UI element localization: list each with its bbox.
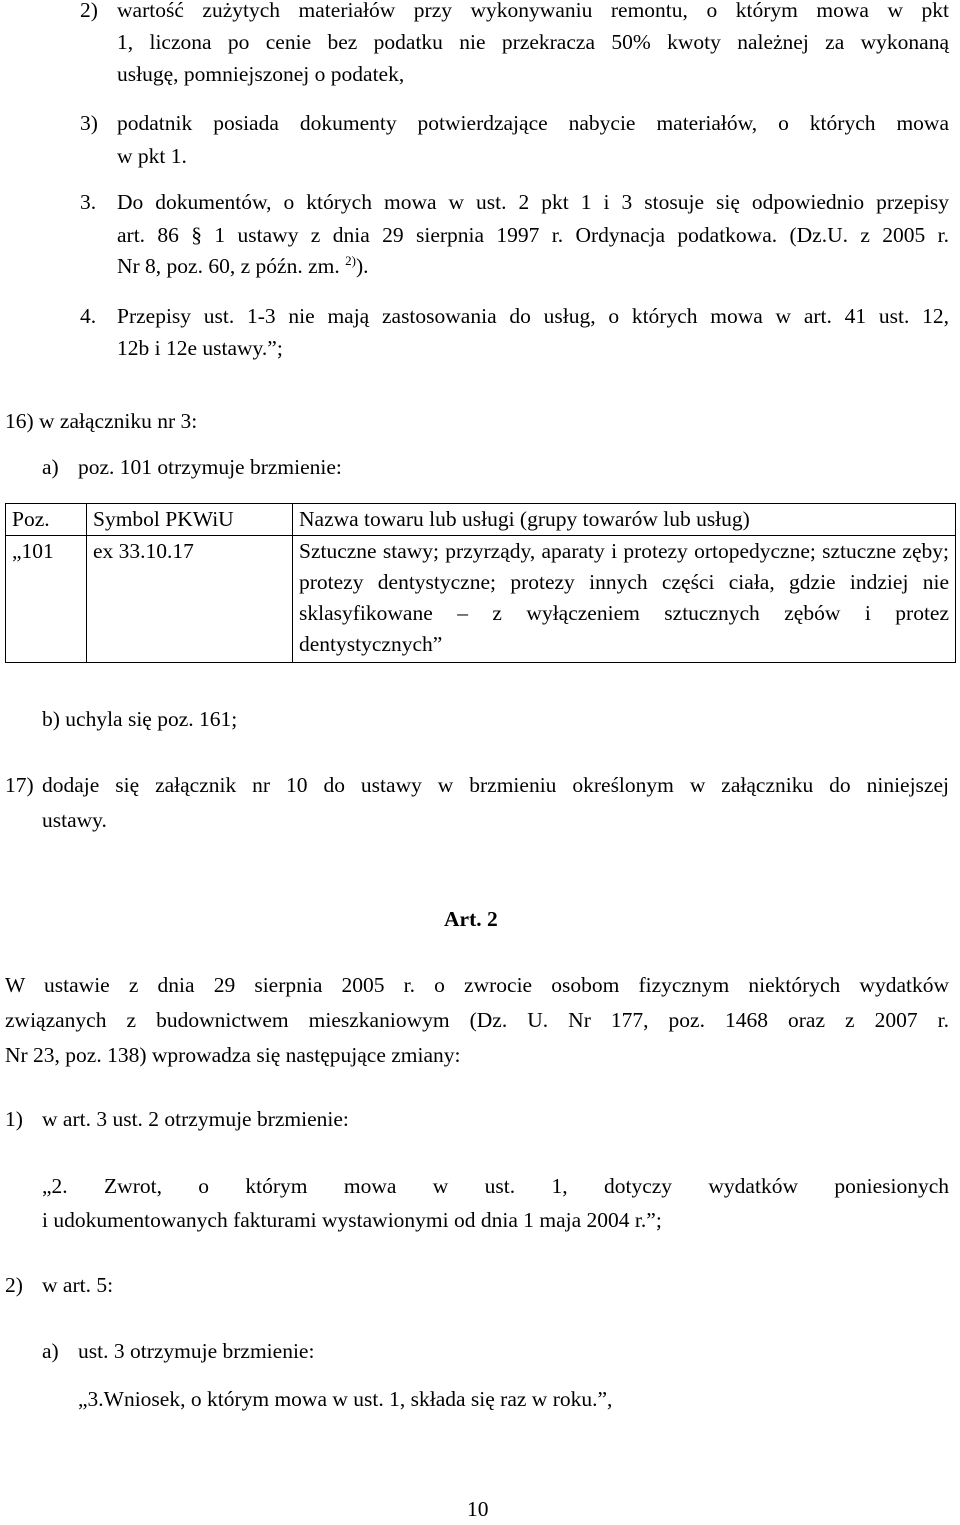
point-17-line-2: ustawy. [42, 808, 107, 832]
para-4-number: 4. [80, 304, 97, 328]
change-2a-number: a) [42, 1339, 59, 1363]
cell-name: Sztuczne stawy; przyrządy, aparaty i protezy ortopedyczne; sztuczne zęby; protezy dentystyczne; protezy innych części ciała, gdzie indziej nie sklasyfikowane – z wyłączeniem sztucznych zębów i protez dentystycznych” [293, 536, 956, 663]
item-2-number: 2) [80, 0, 98, 22]
point-16a-text: poz. 101 otrzymuje brzmienie: [78, 455, 342, 479]
table-row [6, 536, 956, 663]
item-2-line-1: wartość zużytych materiałów przy wykonywaniu remontu, o którym mowa w pkt [117, 0, 949, 22]
para-4-line-1: Przepisy ust. 1-3 nie mają zastosowania do usług, o których mowa w art. 41 ust. 12, [117, 304, 949, 328]
item-3-line-2: w pkt 1. [117, 144, 187, 168]
change-2a-quote: „3.Wniosek, o którym mowa w ust. 1, składa się raz w roku.”, [78, 1387, 613, 1411]
table-header-row [6, 504, 956, 536]
point-16a-number: a) [42, 455, 59, 479]
change-1-quote-line-2: i udokumentowanych fakturami wystawionymi od dnia 1 maja 2004 r.”; [42, 1208, 662, 1232]
change-1-text: w art. 3 ust. 2 otrzymuje brzmienie: [42, 1107, 349, 1131]
change-1-quote-line-1: „2. Zwrot, o którym mowa w ust. 1, dotyczy wydatków poniesionych [42, 1174, 949, 1198]
header-symbol: Symbol PKWiU [87, 504, 293, 536]
article-2-line-1: W ustawie z dnia 29 sierpnia 2005 r. o zwrocie osobom fizycznym niektórych wydatków [5, 973, 949, 997]
goods-table [5, 503, 956, 663]
para-3-line-2: art. 86 § 1 ustawy z dnia 29 sierpnia 1997 r. Ordynacja podatkowa. (Dz.U. z 2005 r. [117, 223, 949, 247]
cell-poz: „101 [6, 536, 87, 663]
point-17-line-1: dodaje się załącznik nr 10 do ustawy w brzmieniu określonym w załączniku do niniejszej [42, 773, 949, 797]
item-2-line-3: usługę, pomniejszonej o podatek, [117, 62, 405, 86]
article-2-line-2: związanych z budownictwem mieszkaniowym (Dz. U. Nr 177, poz. 1468 oraz z 2007 r. [5, 1008, 949, 1032]
para-3-line-3 [117, 250, 368, 282]
point-16: 16) w załączniku nr 3: [5, 409, 198, 433]
change-1-number: 1) [5, 1107, 23, 1131]
header-name: Nazwa towaru lub usługi (grupy towarów lub usług) [293, 504, 956, 536]
para-3-line-3-end: ). [355, 254, 369, 278]
cell-symbol: ex 33.10.17 [87, 536, 293, 663]
article-2-line-3: Nr 23, poz. 138) wprowadza się następujące zmiany: [5, 1043, 461, 1067]
change-2a-text: ust. 3 otrzymuje brzmienie: [78, 1339, 315, 1363]
para-4-line-2: 12b i 12e ustawy.”; [117, 336, 283, 360]
point-17-number: 17) [5, 773, 34, 797]
para-3-line-1: Do dokumentów, o których mowa w ust. 2 pkt 1 i 3 stosuje się odpowiednio przepisy [117, 190, 949, 214]
change-2-text: w art. 5: [42, 1273, 114, 1297]
header-poz: Poz. [6, 504, 87, 536]
item-2-line-2: 1, liczona po cenie bez podatku nie przekracza 50% kwoty należnej za wykonaną [117, 30, 949, 54]
para-3-line-3-text: Nr 8, poz. 60, z późn. zm. [117, 254, 340, 278]
page-number: 10 [467, 1497, 489, 1521]
para-3-number: 3. [80, 190, 97, 214]
item-3-line-1: podatnik posiada dokumenty potwierdzające nabycie materiałów, o których mowa [117, 111, 949, 135]
footnote-ref: 2) [345, 253, 356, 268]
article-2-heading: Art. 2 [444, 907, 498, 931]
point-16b: b) uchyla się poz. 161; [42, 707, 238, 731]
change-2-number: 2) [5, 1273, 23, 1297]
item-3-number: 3) [80, 111, 98, 135]
